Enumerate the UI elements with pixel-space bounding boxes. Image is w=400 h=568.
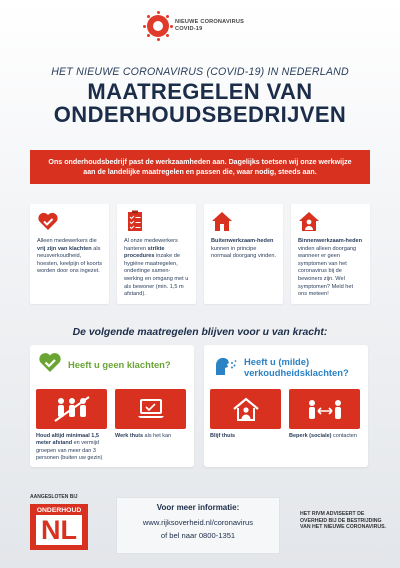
intro-banner: [30, 150, 370, 184]
banner-line1: Ons onderhoudsbedrijf past de werkzaamheden aan. Dagelijks toetsen wij onze werkwijze: [48, 158, 352, 166]
heart-check-icon: [37, 210, 59, 232]
panel-title-line2: verkoudheidsklachten?: [244, 366, 349, 378]
card-text: Buitenwerkzaam-heden kunnen in principe normaal doorgang vinden.: [211, 238, 276, 260]
banner-line2: aan de landelijke maatregelen en passen die, waar nodig, steeds aan.: [83, 168, 317, 176]
panel-title: Heeft u geen klachten?: [68, 359, 171, 370]
info-box: [116, 497, 280, 554]
tile-work-from-home: [115, 389, 186, 463]
coronavirus-logo: [147, 15, 244, 37]
card-outdoor-work: [204, 204, 283, 304]
tile-label: Werk thuis als het kan: [115, 433, 172, 439]
people-distance-icon: [36, 389, 107, 429]
panel-header: [38, 351, 171, 378]
rivm-statement: HET RIVM ADVISEERT DE OVERHEID BIJ DE BESTRIJDING VAN HET NIEUWE CORONAVIRUS.: [300, 511, 386, 531]
sneezing-person-icon: [212, 351, 238, 382]
clipboard-checklist-icon: [124, 210, 146, 232]
limit-contact-icon: [289, 389, 360, 429]
panel-header: [212, 351, 349, 382]
card-text: Alleen medewerkers die vrij zijn van klachten als neusverkoudheid, hoesten, keelpijn of koorts worden door ons ingezet.: [37, 238, 102, 275]
panel-no-complaints: [30, 345, 194, 467]
page-title: [0, 80, 400, 126]
info-phone: of bel naar 0800-1351: [160, 531, 236, 540]
card-procedures: [117, 204, 196, 304]
logo-big-text: NL: [36, 515, 82, 545]
logo-text: [175, 19, 244, 33]
panel-title: [244, 356, 349, 378]
title-line1: MAATREGELEN VAN: [87, 79, 313, 104]
laptop-icon: [115, 389, 186, 429]
person-in-house-icon: [298, 210, 320, 232]
tiles: [36, 389, 186, 463]
kicker: HET NIEUWE CORONAVIRUS (COVID-19) IN NEDERLAND: [51, 66, 349, 78]
tile-label: Houd altijd minimaal 1,5 meter afstand en vermijd groepen van meer dan 3 personen (buiten uw gezin): [36, 433, 103, 462]
card-no-complaints: [30, 204, 109, 304]
panel-title-line1: Heeft u (milde): [244, 355, 310, 367]
logo-text-line2: COVID-19: [175, 26, 203, 32]
onderhoud-nl-badge: [30, 504, 88, 550]
logo-top-text: ONDERHOUD: [36, 507, 82, 514]
logo-text-line1: NIEUWE CORONAVIRUS: [175, 19, 245, 25]
tiles: [210, 389, 360, 440]
measures-cards: [30, 204, 370, 304]
tile-stay-home: [210, 389, 281, 440]
heart-check-icon: [38, 351, 62, 378]
subhead: De volgende maatregelen blijven voor u van kracht:: [72, 327, 328, 338]
info-url[interactable]: www.rijksoverheid.nl/coronavirus: [142, 518, 254, 527]
card-text: Binnenwerkzaam-heden vinden alleen doorgang wanneer er geen symptomen van het coronavirus bij de bewoners zijn. Wel symptomen? Meld het ons meteen!: [298, 238, 363, 298]
onderhoud-nl-logo: [30, 494, 88, 550]
info-title: Voor meer informatie:: [156, 503, 240, 512]
affiliated-label: AANGESLOTEN BIJ: [30, 494, 78, 500]
tile-label: Beperk (sociale) contacten: [289, 433, 357, 439]
tile-label: Blijf thuis: [210, 433, 236, 439]
tile-limit-contacts: [289, 389, 360, 440]
stay-home-icon: [210, 389, 281, 429]
virus-icon: [147, 15, 169, 37]
tile-keep-distance: [36, 389, 107, 463]
card-indoor-work: [291, 204, 370, 304]
panel-cold-symptoms: [204, 345, 368, 467]
title-line2: ONDERHOUDSBEDRIJVEN: [53, 102, 347, 127]
card-text: Al onze medewerkers hanteren strikte procedures inzake de hygiëne maatregelen, onderlinge samen-werking en omgang met u als bewoner (min. 1,5 m afstand).: [124, 238, 189, 298]
house-icon: [211, 210, 233, 232]
